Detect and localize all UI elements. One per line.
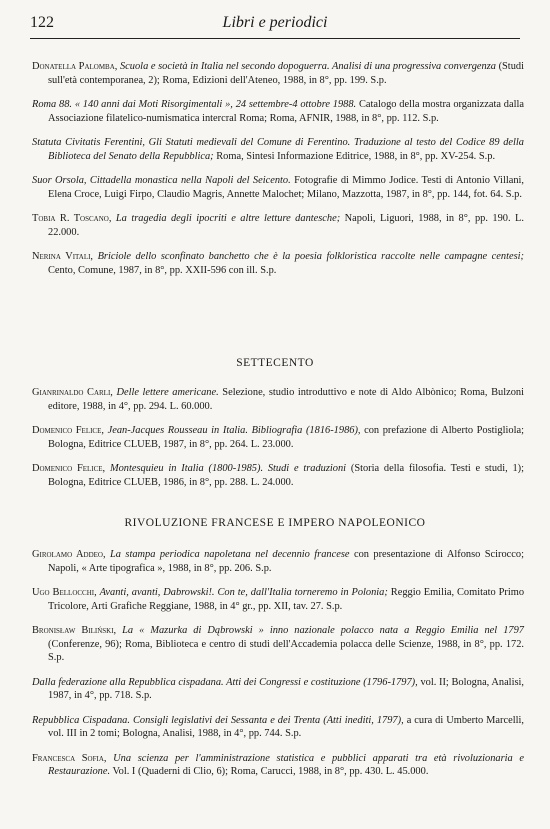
- bibliography-entry: [32, 624, 524, 665]
- entry-title: Dalla federazione alla Repubblica cispadana. Atti dei Congressi e costituzione (1796-1797),: [32, 676, 418, 688]
- entry-author: Girolamo Addeo,: [32, 549, 106, 560]
- entry-title: Briciole dello sconfinato banchetto che è la poesia folkloristica raccolte nelle campagne centesi;: [97, 251, 524, 262]
- bibliography-entry: [32, 136, 524, 163]
- entry-author: Francesca Sofia,: [32, 752, 107, 764]
- entry-title: Repubblica Cispadana. Consigli legislativi dei Sessanta e dei Trenta (Atti inediti, 1797),: [32, 714, 404, 726]
- bibliography-entry: [32, 676, 524, 703]
- entry-details: Vol. I (Quaderni di Clio, 6); Roma, Carucci, 1988, in 8°, pp. 430. L. 45.000.: [112, 766, 429, 777]
- entry-author: Domenico Felice,: [32, 463, 106, 474]
- entry-author: Donatella Palomba,: [32, 61, 118, 72]
- entry-title: La tragedia degli ipocriti e altre letture dantesche;: [115, 213, 341, 224]
- entry-details: (Storia della filosofia. Testi e studi, 1); Bologna, Editrice CLUEB, 1986, in 8°, pp. 288. L. 24.000.: [48, 463, 525, 488]
- entry-details: con presentazione di Alfonso Scirocco; Napoli, « Arte tipografica », 1988, in 8°, pp. 206. S.p.: [48, 549, 524, 574]
- header-rule: [30, 38, 520, 39]
- entry-details: (Studi sull'età contemporanea, 2); Roma, Edizioni dell'Ateneo, 1988, in 8°, pp. 199. S.p.: [48, 61, 524, 86]
- entry-author: Domenico Felice,: [32, 425, 104, 436]
- bibliography-entry: [32, 586, 524, 613]
- entry-title: Statuta Civitatis Ferentini, Gli Statuti medievali del Comune di Ferentino. Traduzione al testo del Codice 89 della Biblioteca del Senato della Repubblica;: [32, 137, 524, 162]
- entry-details: a cura di Umberto Marcelli, vol. III in 2 tomi; Bologna, Analisi, 1988, in 4°, pp. 744. S.p.: [48, 714, 524, 739]
- entry-title: Montesquieu in Italia (1800-1985). Studi e traduzioni: [109, 463, 347, 474]
- bibliography-entry: [32, 60, 524, 87]
- entry-details: Selezione, studio introduttivo e note di Aldo Albònico; Roma, Bulzoni editore, 1988, in 4°, pp. 294. L. 60.000.: [48, 387, 524, 412]
- entry-details: Fotografie di Mimmo Jodice. Testi di Antonio Villani, Elena Croce, Luigi Firpo, Claudio Magris, Annette Malochet; Milano, Mazzotta, 1987, in 8°, pp. 144, fot. 64. S.p.: [48, 175, 525, 200]
- entry-title: Roma 88. « 140 anni dai Moti Risorgimentali », 24 settembre-4 ottobre 1988.: [32, 99, 357, 110]
- bibliography-entry: [32, 548, 524, 575]
- entry-title: Delle lettere americane.: [116, 387, 219, 398]
- entry-details: Cento, Comune, 1987, in 8°, pp. XXII-596 con ill. S.p.: [48, 264, 277, 276]
- entry-author: Tobia R. Toscano,: [32, 213, 112, 224]
- entry-author: Nerina Vitali,: [32, 251, 94, 262]
- bibliography-entry: [32, 424, 524, 451]
- entries-block-3: [32, 548, 524, 790]
- entry-author: Bronisław Biliński,: [32, 625, 117, 636]
- entry-title: La « Mazurka di Dąbrowski » inno nazionale polacco nata a Reggio Emilia nel 1797: [122, 625, 524, 636]
- entry-title: Jean-Jacques Rousseau in Italia. Bibliografia (1816-1986),: [107, 425, 361, 436]
- entry-title: Avanti, avanti, Dabrowski!. Con te, dall'Italia torneremo in Polonia;: [99, 587, 388, 598]
- section-title-settecento: SETTECENTO: [236, 357, 314, 369]
- running-title: Libri e periodici: [222, 14, 328, 31]
- entry-details: con prefazione di Alberto Postigliola; Bologna, Editrice CLUEB, 1987, in 8°, pp. 264. L. 23.000.: [48, 425, 524, 450]
- entry-title: Suor Orsola, Cittadella monastica nella Napoli del Seicento.: [32, 175, 291, 186]
- entry-title: Una scienza per l'amministrazione statistica e pubblici apparati tra età rivoluzionaria e Restaurazione.: [48, 752, 525, 777]
- entry-details: vol. II; Bologna, Analisi, 1987, in 4°, pp. 718. S.p.: [48, 676, 524, 701]
- entry-author: Ugo Bellocchi,: [32, 587, 97, 598]
- entries-block-2: [32, 386, 524, 500]
- entry-details: (Conferenze, 96); Roma, Biblioteca e centro di studi dell'Accademia polacca delle Scienze, 1988, in 8°, pp. 172. S.p.: [48, 638, 524, 663]
- entry-details: Reggio Emilia, Comitato Primo Tricolore, Arti Grafiche Reggiane, 1988, in 4° gr., pp. XII, tav. 27. S.p.: [48, 587, 525, 612]
- entry-details: Catalogo della mostra organizzata dalla Associazione filatelico-numismatica intercral Roma; Roma, AFNIR, 1988, in 8°, pp. 112. S.p.: [48, 99, 524, 124]
- bibliography-entry: [32, 462, 524, 489]
- entry-title: La stampa periodica napoletana nel decennio francese: [110, 549, 350, 560]
- entries-block-1: [32, 60, 524, 288]
- entry-title: Scuola e società in Italia nel secondo dopoguerra. Analisi di una progressiva convergenza: [119, 61, 496, 72]
- page-number: 122: [30, 14, 54, 31]
- section-title-rivoluzione: RIVOLUZIONE FRANCESE E IMPERO NAPOLEONICO: [124, 517, 426, 529]
- bibliography-entry: [32, 714, 524, 741]
- bibliography-entry: [32, 386, 524, 413]
- bibliography-entry: [32, 212, 524, 239]
- page-header: [30, 14, 520, 40]
- entry-details: Roma, Sintesi Informazione Editrice, 1988, in 8°, pp. XV-254. S.p.: [216, 150, 496, 162]
- entry-details: Napoli, Liguori, 1988, in 8°, pp. 190. L. 22.000.: [48, 213, 524, 238]
- entry-author: Gianrinaldo Carli,: [32, 387, 113, 398]
- bibliography-entry: [32, 98, 524, 125]
- bibliography-entry: [32, 250, 524, 277]
- bibliography-entry: [32, 752, 524, 779]
- bibliography-entry: [32, 174, 524, 201]
